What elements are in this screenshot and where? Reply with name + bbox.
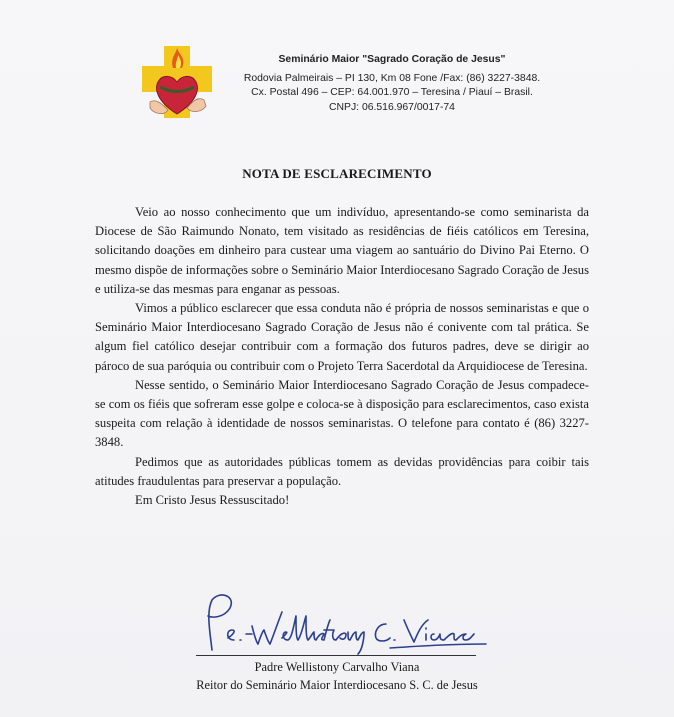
paragraph-1: Veio ao nosso conhecimento que um indivíduo, apresentando-se como seminarista da Diocese de São Raimundo Nonato, tem visitado as residências de fiéis católicos em Teresina, solicitando doações em dinheiro para custear uma viagem ao santuário do Divino Pai Eterno. O mesmo dispõe de informações sobre o Seminário Maior Interdiocesano Sagrado Coração de Jesus e utiliza-se das mesmas para enganar as pessoas. <box>95 205 589 296</box>
signature-line <box>196 655 476 656</box>
cnpj: CNPJ: 06.516.967/0017-74 <box>329 101 455 113</box>
address-line-1: Rodovia Palmeirais – PI 130, Km 08 Fone /Fax: (86) 3227-3848. <box>243 72 541 84</box>
document-title: NOTA DE ESCLARECIMENTO <box>242 166 432 181</box>
sacred-heart-cross-logo <box>140 44 214 120</box>
address-line-2: Cx. Postal 496 – CEP: 64.001.970 – Teresina / Piauí – Brasil. <box>251 87 533 98</box>
paragraph-3: Nesse sentido, o Seminário Maior Interdiocesano Sagrado Coração de Jesus compadece-se com os fiéis que sofreram esse golpe e coloca-se à disposição para esclarecimentos, caso exista suspeita com relação à identidade de nossos seminaristas. O telefone para contato é (86) 3227-3848. <box>95 377 589 450</box>
institution-name: Seminário Maior "Sagrado Coração de Jesus" <box>278 54 506 65</box>
signer-block <box>0 658 674 694</box>
signer-name: Padre Wellistony Carvalho Viana <box>254 660 420 674</box>
closing-salutation: Em Cristo Jesus Ressuscitado! <box>135 493 290 508</box>
letterhead <box>222 53 562 115</box>
handwritten-signature <box>190 588 490 658</box>
document-body <box>95 203 589 510</box>
paragraph-4: Pedimos que as autoridades públicas tomem as devidas providências para coibir tais atitudes fraudulentas para preservar a população. <box>95 454 589 488</box>
signer-role: Reitor do Seminário Maior Interdiocesano S. C. de Jesus <box>196 678 478 692</box>
paragraph-2: Vimos a público esclarecer que essa conduta não é própria de nossos seminaristas e que o Seminário Maior Interdiocesano Sagrado Coração de Jesus não é conivente com tal prática. Se algum fiel católico desejar contribuir com a formação dos futuros padres, deve se dirigir ao pároco de sua paróquia ou contribuir com o Projeto Terra Sacerdotal da Arquidiocese de Teresina. <box>95 301 589 373</box>
